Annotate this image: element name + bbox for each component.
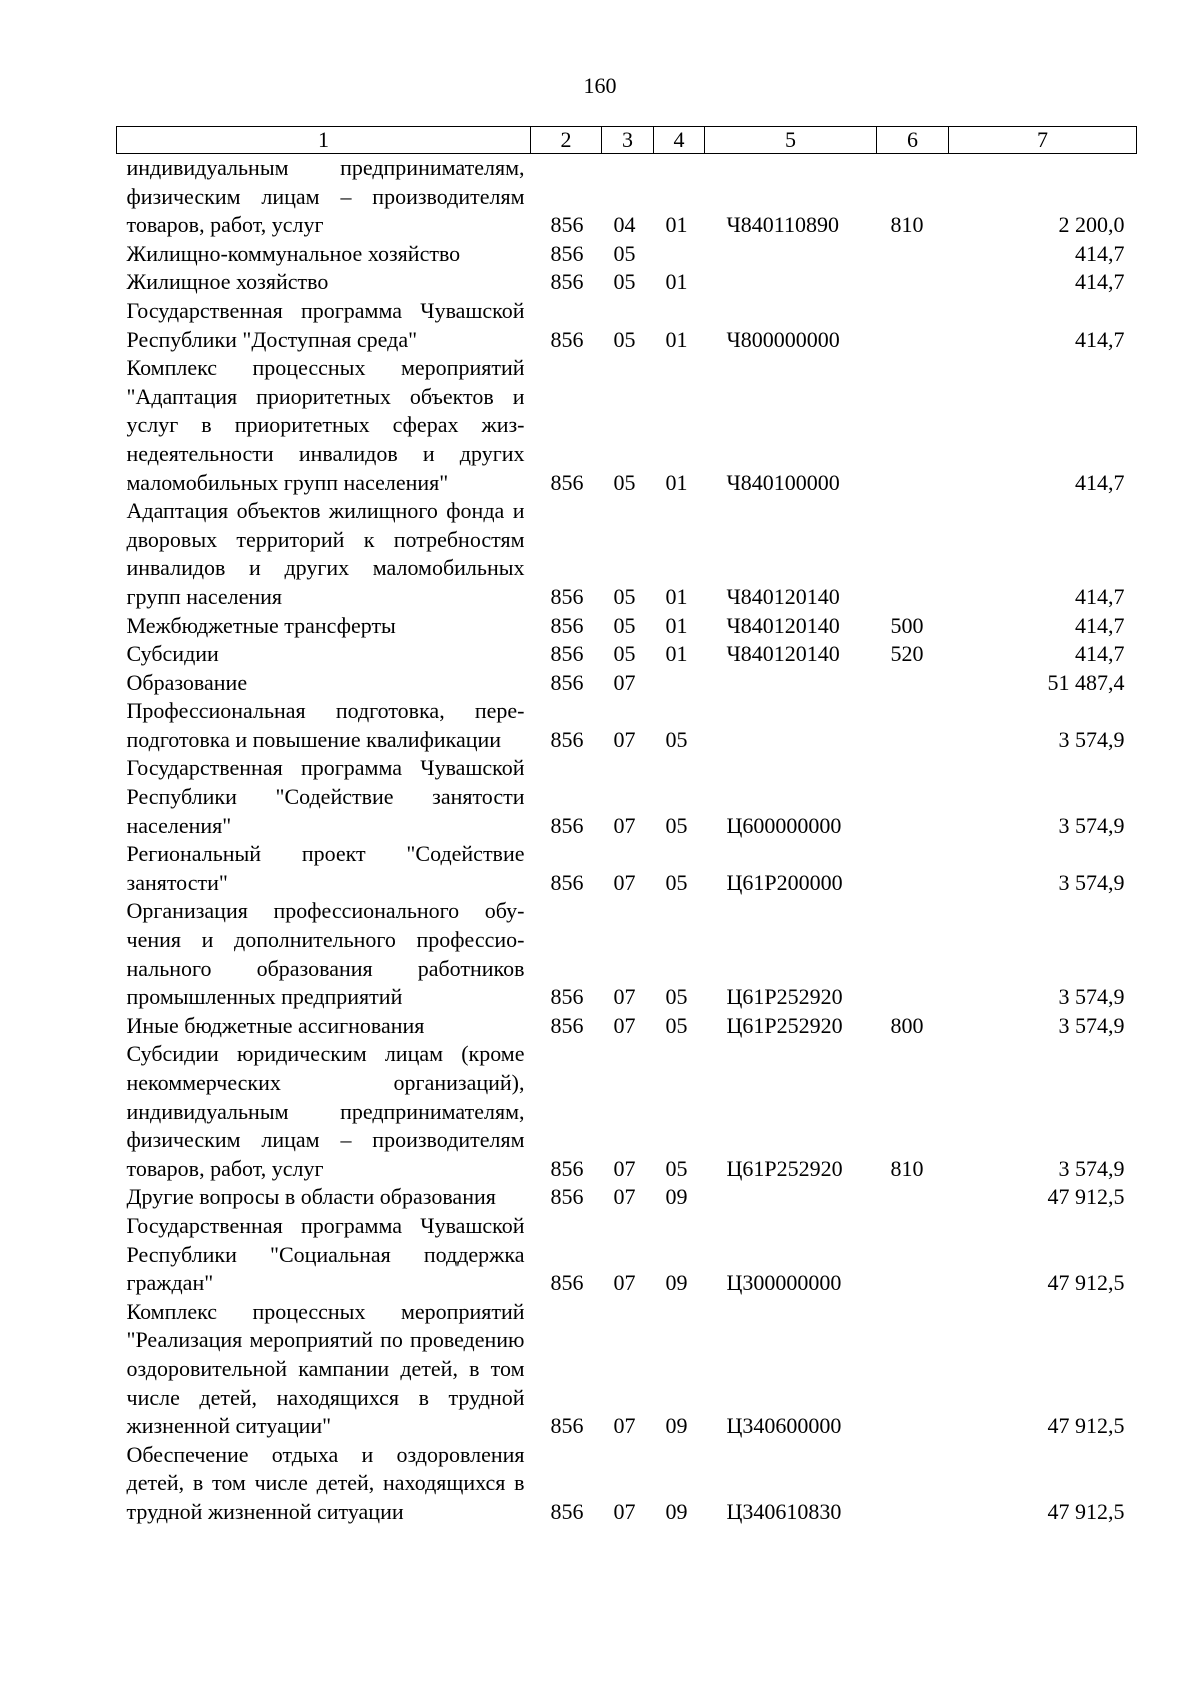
row-target-article: Ч840120140 (726, 583, 840, 609)
table-row (117, 612, 1137, 641)
row-grbs: 856 (550, 1184, 584, 1210)
row-expense-type (877, 1441, 949, 1527)
row-expense-type (877, 1298, 949, 1441)
row-subsection: 01 (665, 641, 688, 667)
row-amount: 3 574,9 (1058, 984, 1125, 1010)
row-grbs: 856 (550, 984, 584, 1010)
row-section: 07 (613, 1413, 636, 1439)
header-row (117, 127, 1137, 154)
row-subsection: 05 (665, 1012, 688, 1038)
row-name: Комплекс процессных мероприятий "Адаптация приоритетных объектов и услуг в приоритетных сферах жизнедеятельности инвалидов и других маломобильных групп населения" (126, 355, 525, 495)
table-row (117, 754, 1137, 840)
row-target-article: Ч840110890 (726, 212, 839, 238)
row-subsection: 05 (665, 726, 688, 752)
row-target-article: Ц340610830 (726, 1498, 842, 1524)
row-amount: 51 487,4 (1047, 669, 1125, 695)
header-col-4: 4 (654, 127, 705, 154)
row-expense-type: 810 (890, 1155, 924, 1181)
row-subsection: 05 (665, 1155, 688, 1181)
row-expense-type: 800 (890, 1012, 924, 1038)
row-grbs: 856 (550, 641, 584, 667)
table-row (117, 1441, 1137, 1527)
budget-table (116, 126, 1137, 1527)
row-amount: 3 574,9 (1058, 812, 1125, 838)
row-expense-type (877, 897, 949, 1011)
row-subsection (654, 669, 705, 698)
row-grbs: 856 (550, 1498, 584, 1524)
row-section: 05 (613, 240, 636, 266)
row-name: Жилищно-коммунальное хозяйство (126, 240, 461, 266)
header-col-1: 1 (117, 127, 531, 154)
row-section: 07 (613, 1155, 636, 1181)
row-amount: 414,7 (1075, 612, 1125, 638)
row-grbs: 856 (550, 1155, 584, 1181)
table-row (117, 640, 1137, 669)
table-row (117, 1183, 1137, 1212)
row-target-article: Ч840120140 (726, 641, 840, 667)
row-expense-type (877, 297, 949, 354)
row-expense-type (877, 754, 949, 840)
row-amount: 3 574,9 (1058, 726, 1125, 752)
row-amount: 47 912,5 (1047, 1413, 1125, 1439)
row-expense-type: 500 (890, 612, 924, 638)
row-section: 04 (613, 212, 636, 238)
row-section: 07 (613, 812, 636, 838)
row-expense-type (877, 669, 949, 698)
table-row (117, 297, 1137, 354)
row-name: Иные бюджетные ассигнования (126, 1012, 425, 1038)
row-grbs: 856 (550, 212, 584, 238)
row-subsection: 09 (665, 1270, 688, 1296)
row-subsection: 09 (665, 1413, 688, 1439)
row-amount: 2 200,0 (1058, 212, 1125, 238)
table-header (117, 127, 1137, 154)
row-amount: 414,7 (1075, 326, 1125, 352)
row-name: Субсидии (126, 641, 219, 667)
row-expense-type (877, 1183, 949, 1212)
row-subsection: 05 (665, 812, 688, 838)
row-target-article: Ц300000000 (726, 1270, 842, 1296)
row-name: Образование (126, 669, 248, 695)
row-expense-type (877, 354, 949, 497)
row-amount: 3 574,9 (1058, 1155, 1125, 1181)
row-grbs: 856 (550, 269, 584, 295)
row-target-article (705, 697, 877, 754)
row-amount: 3 574,9 (1058, 869, 1125, 895)
row-grbs: 856 (550, 583, 584, 609)
row-target-article: Ч840100000 (726, 469, 840, 495)
row-expense-type (877, 240, 949, 269)
row-grbs: 856 (550, 869, 584, 895)
table-row (117, 268, 1137, 297)
row-section: 05 (613, 269, 636, 295)
row-target-article: Ц61Р252920 (726, 1155, 843, 1181)
row-section: 07 (613, 869, 636, 895)
row-subsection: 01 (665, 269, 688, 295)
row-subsection: 01 (665, 583, 688, 609)
row-amount: 414,7 (1075, 469, 1125, 495)
row-section: 07 (613, 726, 636, 752)
table-row (117, 1298, 1137, 1441)
row-grbs: 856 (550, 669, 584, 695)
row-subsection: 01 (665, 612, 688, 638)
table-row (117, 497, 1137, 611)
row-expense-type (877, 497, 949, 611)
row-name: Региональный проект "Содействие занятости" (126, 841, 525, 895)
row-name: Государственная программа Чувашской Республики "Социальная поддержка граждан" (126, 1212, 525, 1296)
header-col-5: 5 (705, 127, 877, 154)
row-section: 07 (613, 1012, 636, 1038)
table-row (117, 1212, 1137, 1298)
row-target-article: Ц340600000 (726, 1413, 842, 1439)
row-target-article: Ч800000000 (726, 326, 840, 352)
table-row (117, 240, 1137, 269)
row-grbs: 856 (550, 1012, 584, 1038)
row-name: Обеспечение отдыха и оздоровления детей, в том числе детей, находящихся в трудной жизненной ситуации (126, 1441, 525, 1524)
row-grbs: 856 (550, 326, 584, 352)
header-col-3: 3 (602, 127, 654, 154)
row-target-article: Ц61Р252920 (726, 984, 843, 1010)
table-row (117, 1012, 1137, 1041)
row-target-article: Ц61Р200000 (726, 869, 843, 895)
row-amount: 47 912,5 (1047, 1270, 1125, 1296)
row-target-article: Ч840120140 (726, 612, 840, 638)
row-name: Другие вопросы в области образования (126, 1184, 496, 1210)
row-name: Комплекс процессных мероприятий "Реализация мероприятий по проведению оздоровительной кампании детей, в том числе детей, находящихся в трудной жизненной ситуации" (126, 1298, 525, 1439)
row-amount: 414,7 (1075, 240, 1125, 266)
table-row (117, 154, 1137, 240)
row-expense-type (877, 840, 949, 897)
row-target-article (705, 669, 877, 698)
row-subsection: 05 (665, 984, 688, 1010)
row-grbs: 856 (550, 1270, 584, 1296)
table-row (117, 1040, 1137, 1183)
row-grbs: 856 (550, 612, 584, 638)
table-row (117, 697, 1137, 754)
row-name: Адаптация объектов жилищного фонда и дворовых территорий к потребностям инвалидов и других маломобильных групп населения (126, 498, 525, 609)
row-target-article: Ц61Р252920 (726, 1012, 843, 1038)
row-name: Государственная программа Чувашской Республики "Содействие занятости населения" (126, 755, 525, 838)
header-col-7: 7 (949, 127, 1137, 154)
row-target-article: Ц600000000 (726, 812, 842, 838)
row-section: 07 (613, 1184, 636, 1210)
row-target-article (705, 240, 877, 269)
row-amount: 47 912,5 (1047, 1184, 1125, 1210)
row-target-article (705, 1183, 877, 1212)
row-name: Субсидии юридическим лицам (кроме некоммерческих организаций), индивидуальным предпринимателям, физическим лицам – производителям товаров, работ, услуг (126, 1041, 525, 1181)
page-number: 160 (583, 73, 617, 98)
row-section: 07 (613, 1270, 636, 1296)
row-expense-type: 520 (890, 641, 924, 667)
table-row (117, 897, 1137, 1011)
row-amount: 414,7 (1075, 641, 1125, 667)
row-subsection: 05 (665, 869, 688, 895)
table-row (117, 354, 1137, 497)
row-grbs: 856 (550, 469, 584, 495)
table-row (117, 840, 1137, 897)
table-row (117, 669, 1137, 698)
row-expense-type (877, 268, 949, 297)
row-section: 07 (613, 984, 636, 1010)
row-subsection: 09 (665, 1498, 688, 1524)
row-name: Государственная программа Чувашской Республики "Доступная среда" (126, 297, 525, 352)
row-grbs: 856 (550, 1413, 584, 1439)
header-col-6: 6 (877, 127, 949, 154)
row-target-article (705, 268, 877, 297)
row-subsection (654, 240, 705, 269)
row-name: Организация профессионального обучения и дополнительного профессионального образования работников промышленных предприятий (126, 898, 525, 1010)
row-subsection: 01 (665, 469, 688, 495)
row-subsection: 01 (665, 212, 688, 238)
row-name: индивидуальным предпринимателям, физическим лицам – производителям товаров, работ, услуг (126, 155, 525, 238)
row-section: 05 (613, 469, 636, 495)
table-body (117, 154, 1137, 1527)
row-section: 05 (613, 326, 636, 352)
row-section: 05 (613, 583, 636, 609)
row-expense-type (877, 697, 949, 754)
header-col-2: 2 (531, 127, 602, 154)
row-section: 05 (613, 641, 636, 667)
row-amount: 414,7 (1075, 269, 1125, 295)
row-subsection: 01 (665, 326, 688, 352)
row-section: 07 (613, 1498, 636, 1524)
row-grbs: 856 (550, 240, 584, 266)
row-amount: 3 574,9 (1058, 1012, 1125, 1038)
row-expense-type (877, 1212, 949, 1298)
row-section: 05 (613, 612, 636, 638)
row-subsection: 09 (665, 1184, 688, 1210)
row-amount: 414,7 (1075, 583, 1125, 609)
row-section: 07 (613, 669, 636, 695)
row-amount: 47 912,5 (1047, 1498, 1125, 1524)
row-expense-type: 810 (890, 212, 924, 238)
row-name: Жилищное хозяйство (126, 269, 329, 295)
row-grbs: 856 (550, 726, 584, 752)
row-name: Межбюджетные трансферты (126, 612, 396, 638)
row-grbs: 856 (550, 812, 584, 838)
row-name: Профессиональная подготовка, переподготовка и повышение квалификации (126, 698, 525, 752)
